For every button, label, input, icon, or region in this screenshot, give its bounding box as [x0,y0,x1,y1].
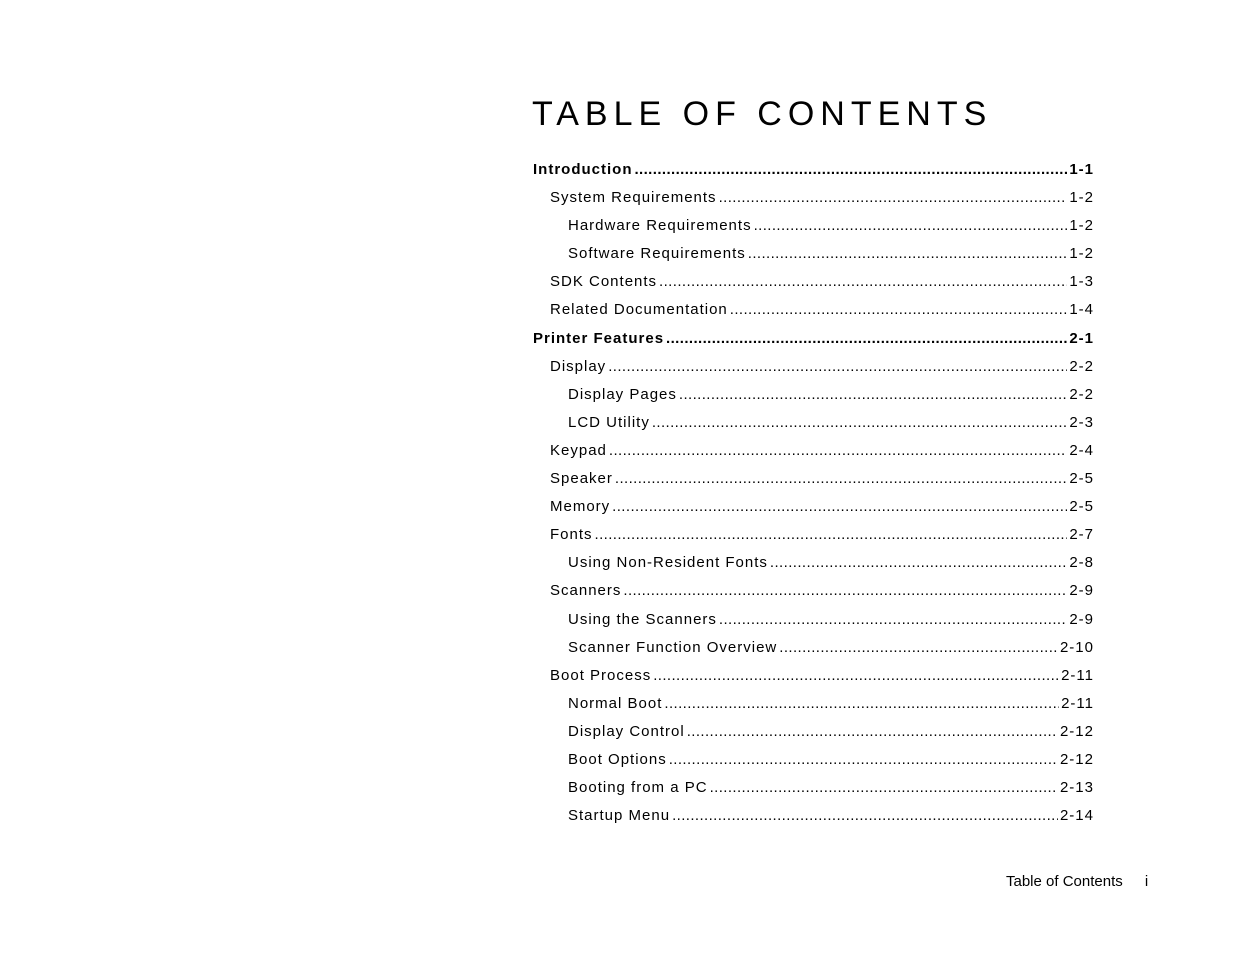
toc-entry-label: Display Control [568,722,685,740]
toc-entry-page-number: 2-12 [1059,722,1094,740]
toc-entry-page-number: 2-4 [1069,441,1094,459]
toc-entry[interactable] [533,184,1094,212]
toc-entry-page-number: 2-2 [1069,385,1094,403]
toc-entry-page-number: 2-13 [1059,779,1094,797]
toc-dot-leader [634,156,1067,184]
toc-entry[interactable] [533,240,1094,268]
toc-entry[interactable] [533,606,1094,634]
toc-entry-label: Related Documentation [550,301,728,319]
toc-entry-label: Display Pages [568,385,677,403]
toc-dot-leader [730,296,1068,324]
toc-entry[interactable] [533,521,1094,549]
toc-entry[interactable] [533,718,1094,746]
toc-entry-label: Printer Features [533,329,665,347]
toc-dot-leader [672,802,1058,830]
toc-dot-leader [719,184,1068,212]
toc-entry[interactable] [533,690,1094,718]
toc-entry-page-number: 1-2 [1069,217,1094,235]
toc-entry[interactable] [533,634,1094,662]
toc-entry-page-number: 2-5 [1069,470,1094,488]
footer-section-label: Table of Contents [1006,873,1123,890]
toc-entry-page-number: 2-3 [1069,413,1094,431]
toc-entry-label: Booting from a PC [568,779,708,797]
toc-entry-label: Normal Boot [568,694,663,712]
toc-entry[interactable] [533,465,1094,493]
toc-entry-page-number: 2-11 [1061,694,1094,712]
toc-dot-leader [615,465,1067,493]
toc-entry-label: Introduction [533,161,633,178]
toc-dot-leader [687,718,1058,746]
toc-entry-label: Startup Menu [568,807,671,825]
toc-entry-label: Using Non-Resident Fonts [568,554,768,572]
toc-entry-page-number: 1-2 [1069,189,1094,207]
toc-entry-page-number: 1-4 [1069,301,1094,319]
toc-entry-page-number: 1-2 [1069,245,1094,263]
toc-entry-label: SDK Contents [550,273,658,291]
toc-dot-leader [612,493,1067,521]
page-footer [1006,872,1148,892]
toc-entry-label: Boot Process [550,666,652,684]
toc-entry-label: Boot Options [568,750,667,768]
toc-entry[interactable] [533,268,1094,296]
toc-entry-page-number: 2-9 [1069,610,1094,628]
toc-entry-label: Fonts [550,526,593,544]
toc-entry[interactable] [533,296,1094,324]
toc-entry[interactable] [533,212,1094,240]
toc-dot-leader [666,325,1067,353]
toc-dot-leader [754,212,1068,240]
toc-entry-label: Display [550,357,607,375]
toc-dot-leader [779,634,1058,662]
toc-entry-label: System Requirements [550,189,717,207]
table-of-contents [533,156,1094,830]
toc-entry-page-number: 2-1 [1069,329,1094,347]
toc-dot-leader [608,353,1067,381]
toc-entry[interactable] [533,802,1094,830]
toc-entry-page-number: 2-10 [1059,638,1094,656]
toc-dot-leader [669,746,1058,774]
toc-dot-leader [609,437,1067,465]
toc-entry-page-number: 2-11 [1061,666,1094,684]
toc-entry-label: Scanner Function Overview [568,638,778,656]
page-title: TABLE OF CONTENTS [532,95,993,133]
toc-dot-leader [770,549,1067,577]
toc-entry-label: Using the Scanners [568,610,717,628]
toc-dot-leader [679,381,1067,409]
toc-entry-label: Memory [550,498,611,516]
toc-entry-label: Speaker [550,470,613,488]
footer-page-number: i [1144,873,1149,890]
toc-entry-page-number: 1-1 [1069,161,1094,178]
toc-entry[interactable] [533,774,1094,802]
toc-entry[interactable] [533,493,1094,521]
toc-entry[interactable] [533,409,1094,437]
toc-entry[interactable] [533,549,1094,577]
toc-entry[interactable] [533,381,1094,409]
toc-entry-page-number: 2-5 [1069,498,1094,516]
toc-entry-label: LCD Utility [568,413,650,431]
toc-dot-leader [664,690,1059,718]
toc-dot-leader [659,268,1067,296]
toc-entry[interactable] [533,437,1094,465]
toc-dot-leader [748,240,1068,268]
toc-entry-page-number: 2-2 [1069,357,1094,375]
toc-entry-page-number: 2-14 [1059,807,1094,825]
toc-dot-leader [653,662,1059,690]
toc-entry-page-number: 2-8 [1069,554,1094,572]
toc-dot-leader [595,521,1068,549]
toc-entry-label: Keypad [550,441,607,459]
toc-entry-page-number: 2-12 [1059,750,1094,768]
toc-entry[interactable] [533,353,1094,381]
toc-entry[interactable] [533,662,1094,690]
toc-entry[interactable] [533,156,1094,184]
toc-entry[interactable] [533,746,1094,774]
toc-dot-leader [710,774,1058,802]
toc-dot-leader [623,577,1067,605]
toc-entry-page-number: 1-3 [1069,273,1094,291]
toc-dot-leader [719,606,1067,634]
toc-entry-page-number: 2-7 [1069,526,1094,544]
toc-entry-label: Scanners [550,582,622,600]
toc-dot-leader [652,409,1067,437]
toc-entry[interactable] [533,325,1094,353]
toc-entry-page-number: 2-9 [1069,582,1094,600]
toc-entry-label: Software Requirements [568,245,746,263]
toc-entry[interactable] [533,577,1094,605]
toc-entry-label: Hardware Requirements [568,217,752,235]
